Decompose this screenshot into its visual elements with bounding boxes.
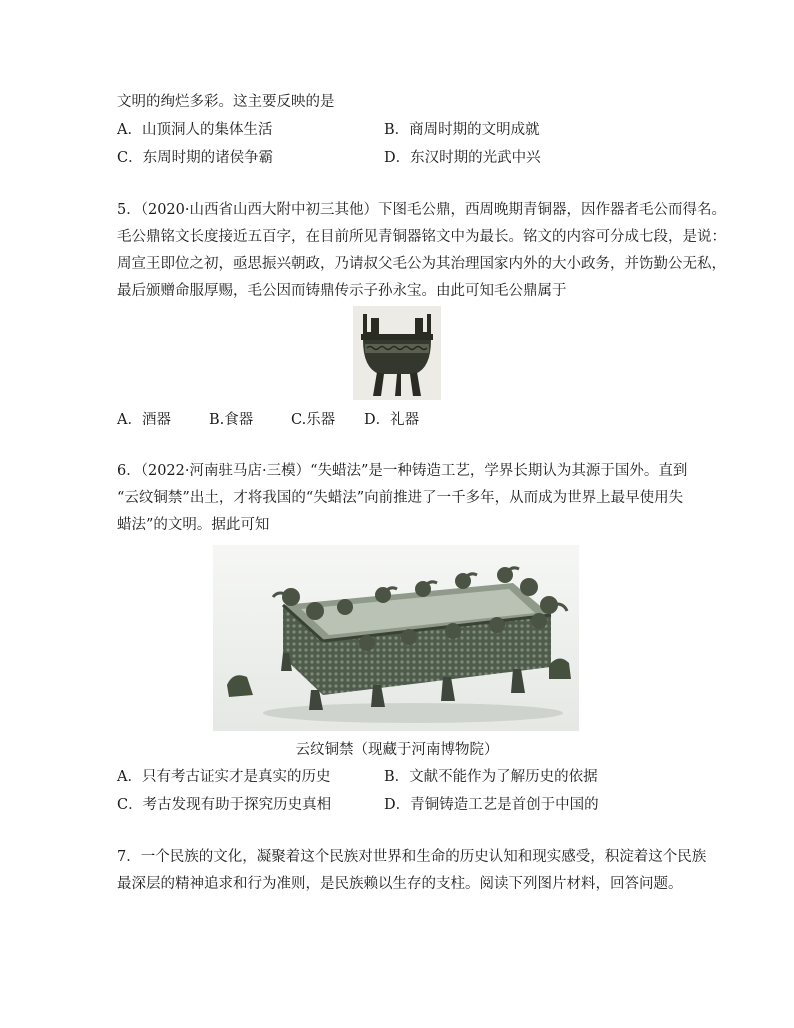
q6-image-caption: 云纹铜禁（现藏于河南博物院） [295,742,499,758]
q5-option-c[interactable]: C.乐器 [291,412,336,428]
q6-option-a[interactable]: A．只有考古证实才是真实的历史 [117,769,331,785]
q6-option-b[interactable]: B．文献不能作为了解历史的依据 [384,769,598,785]
q5-line-4: 最后颁赠命服厚赐，毛公因而铸鼎传示子孙永宝。由此可知毛公鼎属于 [117,283,567,299]
q7-line-1: 7．一个民族的文化，凝聚着这个民族对世界和生命的历史认知和现实感受，积淀着这个民族 [117,849,707,865]
q6-line-2: “云纹铜禁”出土，才将我国的“失蜡法”向前推进了一千多年，从而成为世界上最早使用失 [117,490,684,506]
q5-line-3: 周宣王即位之初，亟思振兴朝政，乃请叔父毛公为其治理国家内外的大小政务，并饬勤公无私， [117,256,726,272]
maogong-ding-image [353,306,441,400]
q4-option-d[interactable]: D．东汉时期的光武中兴 [384,150,541,166]
q4-option-c[interactable]: C．东周时期的诸侯争霸 [117,150,274,166]
q6-option-c[interactable]: C．考古发现有助于探究历史真相 [117,797,332,813]
q5-line-1: 5．（2020·山西省山西大附中初三其他）下图毛公鼎，西周晚期青铜器，因作器者毛公而得名。 [117,202,726,218]
q4-stem-tail: 文明的绚烂多彩。这主要反映的是 [117,94,335,110]
q4-option-a[interactable]: A．山顶洞人的集体生活 [117,122,273,138]
q5-option-a[interactable]: A．酒器 [117,412,171,428]
yunwen-tongjin-image [213,545,579,731]
q5-option-b[interactable]: B.食器 [209,412,254,428]
q5-option-d[interactable]: D．礼器 [364,412,420,428]
q4-option-b[interactable]: B．商周时期的文明成就 [384,122,540,138]
q6-line-3: 蜡法”的文明。据此可知 [117,517,270,533]
q5-line-2: 毛公鼎铭文长度接近五百字，在目前所见青铜器铭文中为最长。铭文的内容可分成七段，是说： [117,229,726,245]
q6-option-d[interactable]: D．青铜铸造工艺是首创于中国的 [384,797,599,813]
q7-line-2: 最深层的精神追求和行为准则，是民族赖以生存的支柱。阅读下列图片材料，回答问题。 [117,876,683,892]
q6-line-1: 6．（2022·河南驻马店·三模）“失蜡法”是一种铸造工艺，学界长期认为其源于国外。直到 [117,463,688,479]
